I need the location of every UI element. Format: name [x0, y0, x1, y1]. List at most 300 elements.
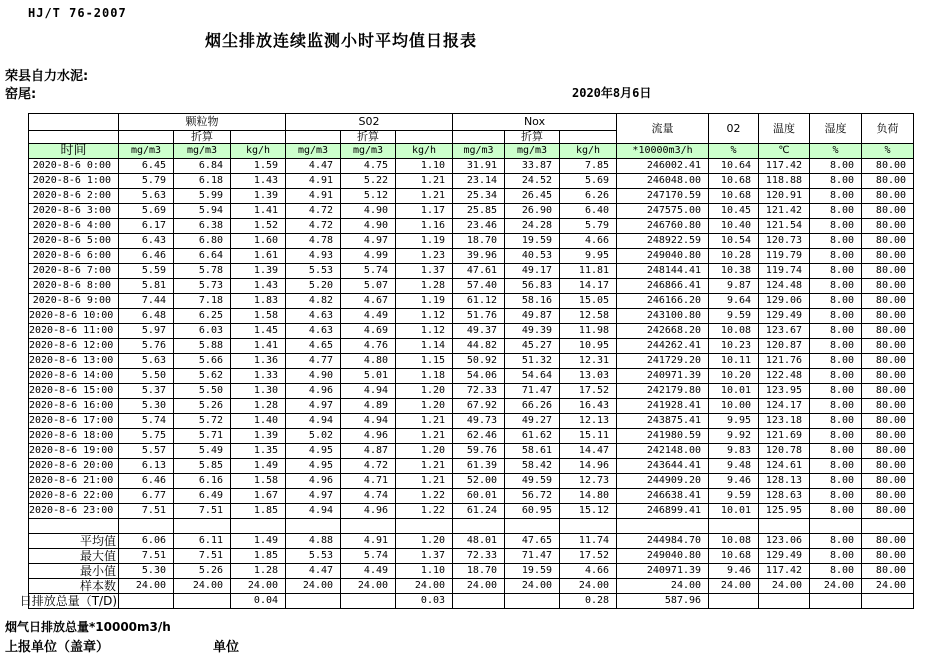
summary-label-text: 日排放总量（T/D) [19, 594, 117, 608]
summary-value-cell: 80.00 [862, 534, 914, 549]
value-cell: 120.91 [759, 189, 810, 204]
value-cell: 8.00 [810, 279, 862, 294]
table-row [29, 249, 914, 264]
value-cell: 5.75 [119, 429, 174, 444]
value-cell: 1.22 [396, 504, 453, 519]
value-cell: 4.97 [341, 234, 396, 249]
value-cell: 1.41 [231, 339, 286, 354]
value-cell: 4.66 [560, 234, 617, 249]
time-cell: 2020-8-6 0:00 [29, 159, 119, 174]
value-cell: 1.60 [231, 234, 286, 249]
value-cell: 4.90 [286, 369, 341, 384]
value-cell: 7.51 [174, 504, 231, 519]
value-cell: 31.91 [453, 159, 505, 174]
summary-value-cell: 24.00 [231, 579, 286, 594]
value-cell: 9.59 [709, 309, 759, 324]
value-cell: 52.00 [453, 474, 505, 489]
value-cell: 4.93 [286, 249, 341, 264]
time-cell: 2020-8-6 12:00 [29, 339, 119, 354]
time-cell: 2020-8-6 18:00 [29, 429, 119, 444]
summary-value-cell: 5.53 [286, 549, 341, 564]
empty-cell [505, 519, 560, 534]
value-cell: 49.27 [505, 414, 560, 429]
value-cell: 243100.80 [617, 309, 709, 324]
table-row [29, 414, 914, 429]
empty-cell [174, 519, 231, 534]
value-cell: 9.95 [709, 414, 759, 429]
summary-value-cell: 4.49 [341, 564, 396, 579]
value-cell: 10.23 [709, 339, 759, 354]
value-cell: 8.00 [810, 414, 862, 429]
table-row [29, 429, 914, 444]
unit-cell: % [709, 144, 759, 159]
unit-cell: *10000m3/h [617, 144, 709, 159]
value-cell: 246899.41 [617, 504, 709, 519]
summary-value-cell: 8.00 [810, 549, 862, 564]
summary-value-cell [505, 594, 560, 609]
value-cell: 5.69 [119, 204, 174, 219]
summary-value-cell: 19.59 [505, 564, 560, 579]
value-cell: 80.00 [862, 294, 914, 309]
value-cell: 80.00 [862, 384, 914, 399]
summary-value-cell: 240971.39 [617, 564, 709, 579]
time-cell: 2020-8-6 10:00 [29, 309, 119, 324]
value-cell: 1.43 [231, 174, 286, 189]
value-cell: 17.52 [560, 384, 617, 399]
value-cell: 1.30 [231, 384, 286, 399]
time-cell: 2020-8-6 17:00 [29, 414, 119, 429]
time-cell: 2020-8-6 14:00 [29, 369, 119, 384]
value-cell: 10.64 [709, 159, 759, 174]
value-cell: 8.00 [810, 504, 862, 519]
table-row [29, 459, 914, 474]
value-cell: 246048.00 [617, 174, 709, 189]
company-name: 荣县自力水泥: [5, 69, 89, 84]
value-cell: 246166.20 [617, 294, 709, 309]
summary-value-cell: 17.52 [560, 549, 617, 564]
value-cell: 121.54 [759, 219, 810, 234]
value-cell: 13.03 [560, 369, 617, 384]
summary-row [29, 594, 914, 609]
value-cell: 1.21 [396, 414, 453, 429]
value-cell: 120.73 [759, 234, 810, 249]
value-cell: 6.13 [119, 459, 174, 474]
value-cell: 58.16 [505, 294, 560, 309]
summary-value-cell: 47.65 [505, 534, 560, 549]
value-cell: 1.14 [396, 339, 453, 354]
header-spacer [29, 114, 119, 131]
value-cell: 8.00 [810, 429, 862, 444]
value-cell: 10.45 [709, 204, 759, 219]
summary-value-cell [453, 594, 505, 609]
empty-cell [560, 519, 617, 534]
unit-cell: % [862, 144, 914, 159]
summary-value-cell: 4.88 [286, 534, 341, 549]
summary-value-cell: 48.01 [453, 534, 505, 549]
value-cell: 80.00 [862, 189, 914, 204]
summary-value-cell [862, 594, 914, 609]
pm-converted-label: 折算 [174, 131, 231, 144]
value-cell: 7.51 [119, 504, 174, 519]
value-cell: 6.45 [119, 159, 174, 174]
value-cell: 72.33 [453, 384, 505, 399]
unit-cell: kg/h [231, 144, 286, 159]
value-cell: 4.96 [341, 504, 396, 519]
time-cell: 2020-8-6 3:00 [29, 204, 119, 219]
value-cell: 8.00 [810, 489, 862, 504]
value-cell: 5.94 [174, 204, 231, 219]
unit-label: 单位 [213, 640, 240, 655]
value-cell: 5.66 [174, 354, 231, 369]
value-cell: 5.07 [341, 279, 396, 294]
value-cell: 5.79 [119, 174, 174, 189]
value-cell: 49.39 [505, 324, 560, 339]
value-cell: 4.94 [341, 384, 396, 399]
table-row [29, 324, 914, 339]
value-cell: 14.17 [560, 279, 617, 294]
value-cell: 61.24 [453, 504, 505, 519]
value-cell: 80.00 [862, 369, 914, 384]
summary-value-cell: 24.00 [119, 579, 174, 594]
value-cell: 47.61 [453, 264, 505, 279]
value-cell: 5.71 [174, 429, 231, 444]
summary-row [29, 564, 914, 579]
table-row [29, 174, 914, 189]
value-cell: 12.58 [560, 309, 617, 324]
summary-label: 平均值 [29, 534, 119, 549]
value-cell: 14.96 [560, 459, 617, 474]
value-cell: 11.98 [560, 324, 617, 339]
value-cell: 121.76 [759, 354, 810, 369]
value-cell: 248144.41 [617, 264, 709, 279]
value-cell: 14.80 [560, 489, 617, 504]
value-cell: 12.31 [560, 354, 617, 369]
group-humidity: 湿度 [810, 114, 862, 144]
value-cell: 1.33 [231, 369, 286, 384]
summary-value-cell: 24.00 [560, 579, 617, 594]
value-cell: 1.19 [396, 294, 453, 309]
value-cell: 125.95 [759, 504, 810, 519]
unit-cell: mg/m3 [505, 144, 560, 159]
empty-cell [286, 519, 341, 534]
value-cell: 248922.59 [617, 234, 709, 249]
summary-value-cell: 0.03 [396, 594, 453, 609]
value-cell: 5.12 [341, 189, 396, 204]
value-cell: 10.28 [709, 249, 759, 264]
summary-value-cell: 24.00 [286, 579, 341, 594]
summary-value-cell: 249040.80 [617, 549, 709, 564]
summary-value-cell: 587.96 [617, 594, 709, 609]
value-cell: 242179.80 [617, 384, 709, 399]
value-cell: 49.17 [505, 264, 560, 279]
summary-value-cell: 4.66 [560, 564, 617, 579]
value-cell: 61.39 [453, 459, 505, 474]
value-cell: 6.84 [174, 159, 231, 174]
value-cell: 6.48 [119, 309, 174, 324]
value-cell: 1.40 [231, 414, 286, 429]
value-cell: 5.74 [341, 264, 396, 279]
summary-value-cell: 1.85 [231, 549, 286, 564]
site-label: 窑尾: [5, 87, 37, 102]
value-cell: 4.63 [286, 309, 341, 324]
value-cell: 16.43 [560, 399, 617, 414]
value-cell: 129.06 [759, 294, 810, 309]
group-flow: 流量 [617, 114, 709, 144]
value-cell: 10.01 [709, 504, 759, 519]
summary-value-cell [341, 594, 396, 609]
table-row [29, 504, 914, 519]
value-cell: 80.00 [862, 204, 914, 219]
value-cell: 49.37 [453, 324, 505, 339]
value-cell: 5.02 [286, 429, 341, 444]
value-cell: 10.40 [709, 219, 759, 234]
value-cell: 4.95 [286, 444, 341, 459]
table-row [29, 279, 914, 294]
value-cell: 1.18 [396, 369, 453, 384]
value-cell: 5.97 [119, 324, 174, 339]
value-cell: 8.00 [810, 324, 862, 339]
value-cell: 5.85 [174, 459, 231, 474]
value-cell: 4.72 [286, 204, 341, 219]
time-cell: 2020-8-6 8:00 [29, 279, 119, 294]
value-cell: 9.59 [709, 489, 759, 504]
summary-value-cell: 129.49 [759, 549, 810, 564]
value-cell: 80.00 [862, 309, 914, 324]
header-spacer [396, 131, 453, 144]
value-cell: 59.76 [453, 444, 505, 459]
value-cell: 7.18 [174, 294, 231, 309]
value-cell: 1.15 [396, 354, 453, 369]
value-cell: 6.18 [174, 174, 231, 189]
value-cell: 5.99 [174, 189, 231, 204]
value-cell: 4.89 [341, 399, 396, 414]
value-cell: 128.63 [759, 489, 810, 504]
value-cell: 4.74 [341, 489, 396, 504]
value-cell: 10.11 [709, 354, 759, 369]
value-cell: 39.96 [453, 249, 505, 264]
value-cell: 6.46 [119, 474, 174, 489]
value-cell: 5.78 [174, 264, 231, 279]
value-cell: 5.53 [286, 264, 341, 279]
value-cell: 4.47 [286, 159, 341, 174]
value-cell: 56.72 [505, 489, 560, 504]
value-cell: 119.74 [759, 264, 810, 279]
summary-row [29, 579, 914, 594]
value-cell: 61.12 [453, 294, 505, 309]
value-cell: 58.42 [505, 459, 560, 474]
table-row [29, 264, 914, 279]
value-cell: 1.21 [396, 459, 453, 474]
value-cell: 26.45 [505, 189, 560, 204]
value-cell: 10.38 [709, 264, 759, 279]
value-cell: 244262.41 [617, 339, 709, 354]
value-cell: 5.30 [119, 399, 174, 414]
summary-value-cell: 5.74 [341, 549, 396, 564]
value-cell: 1.67 [231, 489, 286, 504]
value-cell: 1.37 [396, 264, 453, 279]
summary-value-cell: 24.00 [396, 579, 453, 594]
summary-value-cell [810, 594, 862, 609]
separator-row [29, 519, 914, 534]
page-title: 烟尘排放连续监测小时平均值日报表 [205, 31, 478, 50]
table-row [29, 444, 914, 459]
value-cell: 4.87 [341, 444, 396, 459]
value-cell: 1.39 [231, 264, 286, 279]
value-cell: 9.48 [709, 459, 759, 474]
value-cell: 5.57 [119, 444, 174, 459]
value-cell: 6.46 [119, 249, 174, 264]
header-spacer [119, 131, 174, 144]
table-row [29, 354, 914, 369]
value-cell: 10.20 [709, 369, 759, 384]
unit-cell: mg/m3 [453, 144, 505, 159]
table-row [29, 399, 914, 414]
value-cell: 8.00 [810, 189, 862, 204]
value-cell: 5.63 [119, 189, 174, 204]
summary-value-cell: 80.00 [862, 564, 914, 579]
value-cell: 1.28 [396, 279, 453, 294]
unit-cell: mg/m3 [341, 144, 396, 159]
value-cell: 4.82 [286, 294, 341, 309]
value-cell: 67.92 [453, 399, 505, 414]
summary-value-cell: 10.08 [709, 534, 759, 549]
summary-value-cell: 1.37 [396, 549, 453, 564]
empty-cell [617, 519, 709, 534]
standard-code: HJ/T 76-2007 [28, 6, 127, 20]
table-row [29, 189, 914, 204]
value-cell: 4.96 [286, 384, 341, 399]
value-cell: 123.18 [759, 414, 810, 429]
value-cell: 4.75 [341, 159, 396, 174]
value-cell: 80.00 [862, 414, 914, 429]
value-cell: 6.03 [174, 324, 231, 339]
nox-converted-label: 折算 [505, 131, 560, 144]
value-cell: 5.26 [174, 399, 231, 414]
value-cell: 12.73 [560, 474, 617, 489]
value-cell: 6.25 [174, 309, 231, 324]
value-cell: 1.58 [231, 474, 286, 489]
value-cell: 6.49 [174, 489, 231, 504]
value-cell: 60.01 [453, 489, 505, 504]
value-cell: 5.62 [174, 369, 231, 384]
value-cell: 1.39 [231, 189, 286, 204]
time-cell: 2020-8-6 7:00 [29, 264, 119, 279]
value-cell: 5.22 [341, 174, 396, 189]
value-cell: 8.00 [810, 294, 862, 309]
monitor-table [19, 113, 914, 609]
report-date: 2020年8月6日 [572, 86, 652, 100]
summary-value-cell: 24.00 [709, 579, 759, 594]
value-cell: 246866.41 [617, 279, 709, 294]
summary-label [19, 594, 119, 609]
value-cell: 6.64 [174, 249, 231, 264]
flue-gas-total-note: 烟气日排放总量*10000m3/h [5, 620, 171, 634]
summary-value-cell: 4.47 [286, 564, 341, 579]
value-cell: 8.00 [810, 459, 862, 474]
summary-value-cell [759, 594, 810, 609]
value-cell: 1.23 [396, 249, 453, 264]
table-row [29, 339, 914, 354]
summary-row [29, 549, 914, 564]
value-cell: 1.21 [396, 474, 453, 489]
value-cell: 4.78 [286, 234, 341, 249]
summary-value-cell: 1.28 [231, 564, 286, 579]
value-cell: 4.95 [286, 459, 341, 474]
value-cell: 120.78 [759, 444, 810, 459]
value-cell: 9.83 [709, 444, 759, 459]
group-pm: 颗粒物 [119, 114, 286, 131]
value-cell: 50.92 [453, 354, 505, 369]
value-cell: 124.61 [759, 459, 810, 474]
value-cell: 33.87 [505, 159, 560, 174]
value-cell: 4.91 [286, 174, 341, 189]
summary-value-cell: 6.11 [174, 534, 231, 549]
value-cell: 54.06 [453, 369, 505, 384]
summary-value-cell: 18.70 [453, 564, 505, 579]
value-cell: 15.05 [560, 294, 617, 309]
value-cell: 5.50 [119, 369, 174, 384]
value-cell: 1.61 [231, 249, 286, 264]
value-cell: 9.92 [709, 429, 759, 444]
time-cell: 2020-8-6 20:00 [29, 459, 119, 474]
value-cell: 51.76 [453, 309, 505, 324]
summary-value-cell [174, 594, 231, 609]
value-cell: 1.41 [231, 204, 286, 219]
value-cell: 121.42 [759, 204, 810, 219]
value-cell: 5.59 [119, 264, 174, 279]
value-cell: 5.74 [119, 414, 174, 429]
summary-value-cell: 24.00 [759, 579, 810, 594]
summary-value-cell [286, 594, 341, 609]
value-cell: 24.52 [505, 174, 560, 189]
value-cell: 8.00 [810, 174, 862, 189]
summary-value-cell: 24.00 [505, 579, 560, 594]
summary-row [29, 534, 914, 549]
summary-value-cell: 0.04 [231, 594, 286, 609]
value-cell: 129.49 [759, 309, 810, 324]
value-cell: 18.70 [453, 234, 505, 249]
summary-value-cell: 1.10 [396, 564, 453, 579]
value-cell: 4.71 [341, 474, 396, 489]
value-cell: 1.36 [231, 354, 286, 369]
value-cell: 4.94 [286, 504, 341, 519]
value-cell: 4.77 [286, 354, 341, 369]
value-cell: 246638.41 [617, 489, 709, 504]
value-cell: 10.00 [709, 399, 759, 414]
value-cell: 123.67 [759, 324, 810, 339]
value-cell: 10.08 [709, 324, 759, 339]
summary-value-cell: 24.00 [862, 579, 914, 594]
value-cell: 80.00 [862, 399, 914, 414]
unit-cell: kg/h [560, 144, 617, 159]
unit-cell: % [810, 144, 862, 159]
value-cell: 244909.20 [617, 474, 709, 489]
value-cell: 57.40 [453, 279, 505, 294]
value-cell: 8.00 [810, 354, 862, 369]
value-cell: 4.90 [341, 204, 396, 219]
value-cell: 15.12 [560, 504, 617, 519]
value-cell: 10.68 [709, 174, 759, 189]
time-column-header: 时间 [29, 144, 119, 159]
value-cell: 243644.41 [617, 459, 709, 474]
header-spacer [286, 131, 341, 144]
value-cell: 4.97 [286, 489, 341, 504]
value-cell: 246760.80 [617, 219, 709, 234]
value-cell: 247170.59 [617, 189, 709, 204]
value-cell: 8.00 [810, 204, 862, 219]
value-cell: 1.12 [396, 324, 453, 339]
value-cell: 60.95 [505, 504, 560, 519]
